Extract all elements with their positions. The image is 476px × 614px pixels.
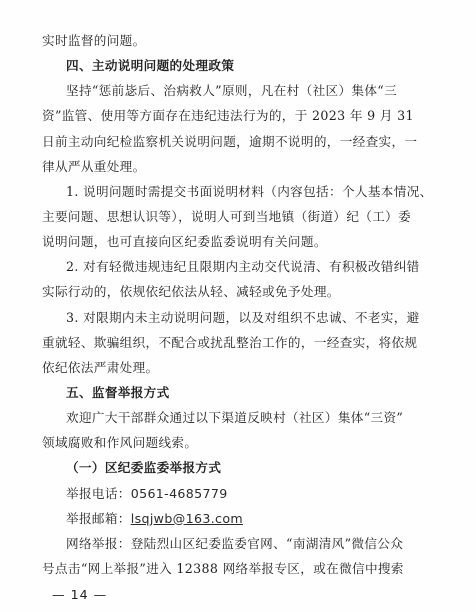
subsection-heading: （一）区纪委监委举报方式 [66, 460, 222, 476]
list-item-1: 1. 说明问题时需提交书面说明材料（内容包括：个人基本情况、 [66, 183, 433, 199]
body-line: 实时监督的问题。 [42, 33, 146, 48]
phone-row [66, 486, 228, 502]
phone-label: 举报电话： [66, 485, 131, 501]
section-heading-5: 五、监督举报方式 [66, 385, 170, 400]
body-line: 实际行动的，依规依纪依法从轻、减轻或免予处理。 [42, 284, 340, 300]
body-line: 主要问题、思想认识等），说明人可到当地镇（街道）纪（工）委 [42, 209, 412, 224]
phone-number: 0561-4685779 [130, 485, 228, 501]
page-number: — 14 — [52, 587, 108, 602]
body-line: 欢迎广大干部群众通过以下渠道反映村（社区）集体“三资” [66, 410, 404, 426]
body-line: 坚持“惩前毖后、治病救人”原则，凡在村（社区）集体“三 [66, 83, 398, 99]
body-line: 依纪依法严肃处理。 [42, 359, 159, 375]
body-line: 领域腐败和作风问题线索。 [42, 435, 198, 451]
body-line: 律从严从重处理。 [42, 158, 146, 174]
body-line: 日前主动向纪检监察机关说明问题，逾期不说明的，一经查实，一 [42, 133, 418, 149]
email-link[interactable]: lsqjwb@163.com [130, 510, 243, 526]
body-line: 重就轻、欺骗组织，不配合或扰乱整治工作的，一经查实，将依规 [42, 334, 418, 350]
list-item-3: 3. 对限期内未主动说明问题，以及对组织不忠诚、不老实，避 [66, 309, 420, 325]
body-line: 网络举报：登陆烈山区纪委监委官网、“南湖清风”微信公众 [66, 535, 404, 551]
email-label: 举报邮箱： [66, 510, 131, 526]
email-row [66, 511, 243, 527]
body-line: 说明问题，也可直接向区纪委监委说明有关问题。 [42, 234, 327, 250]
section-heading-4: 四、主动说明问题的处理政策 [66, 58, 235, 74]
body-line: 号点击“网上举报”进入 12388 网络举报专区，或在微信中搜索 [42, 561, 404, 576]
body-line: 资”监管、使用等方面存在违纪违法行为的，于 2023 年 9 月 31 [42, 108, 414, 124]
list-item-2: 2. 对有轻微违规违纪且限期内主动交代说清、有积极改错纠错 [66, 259, 420, 275]
